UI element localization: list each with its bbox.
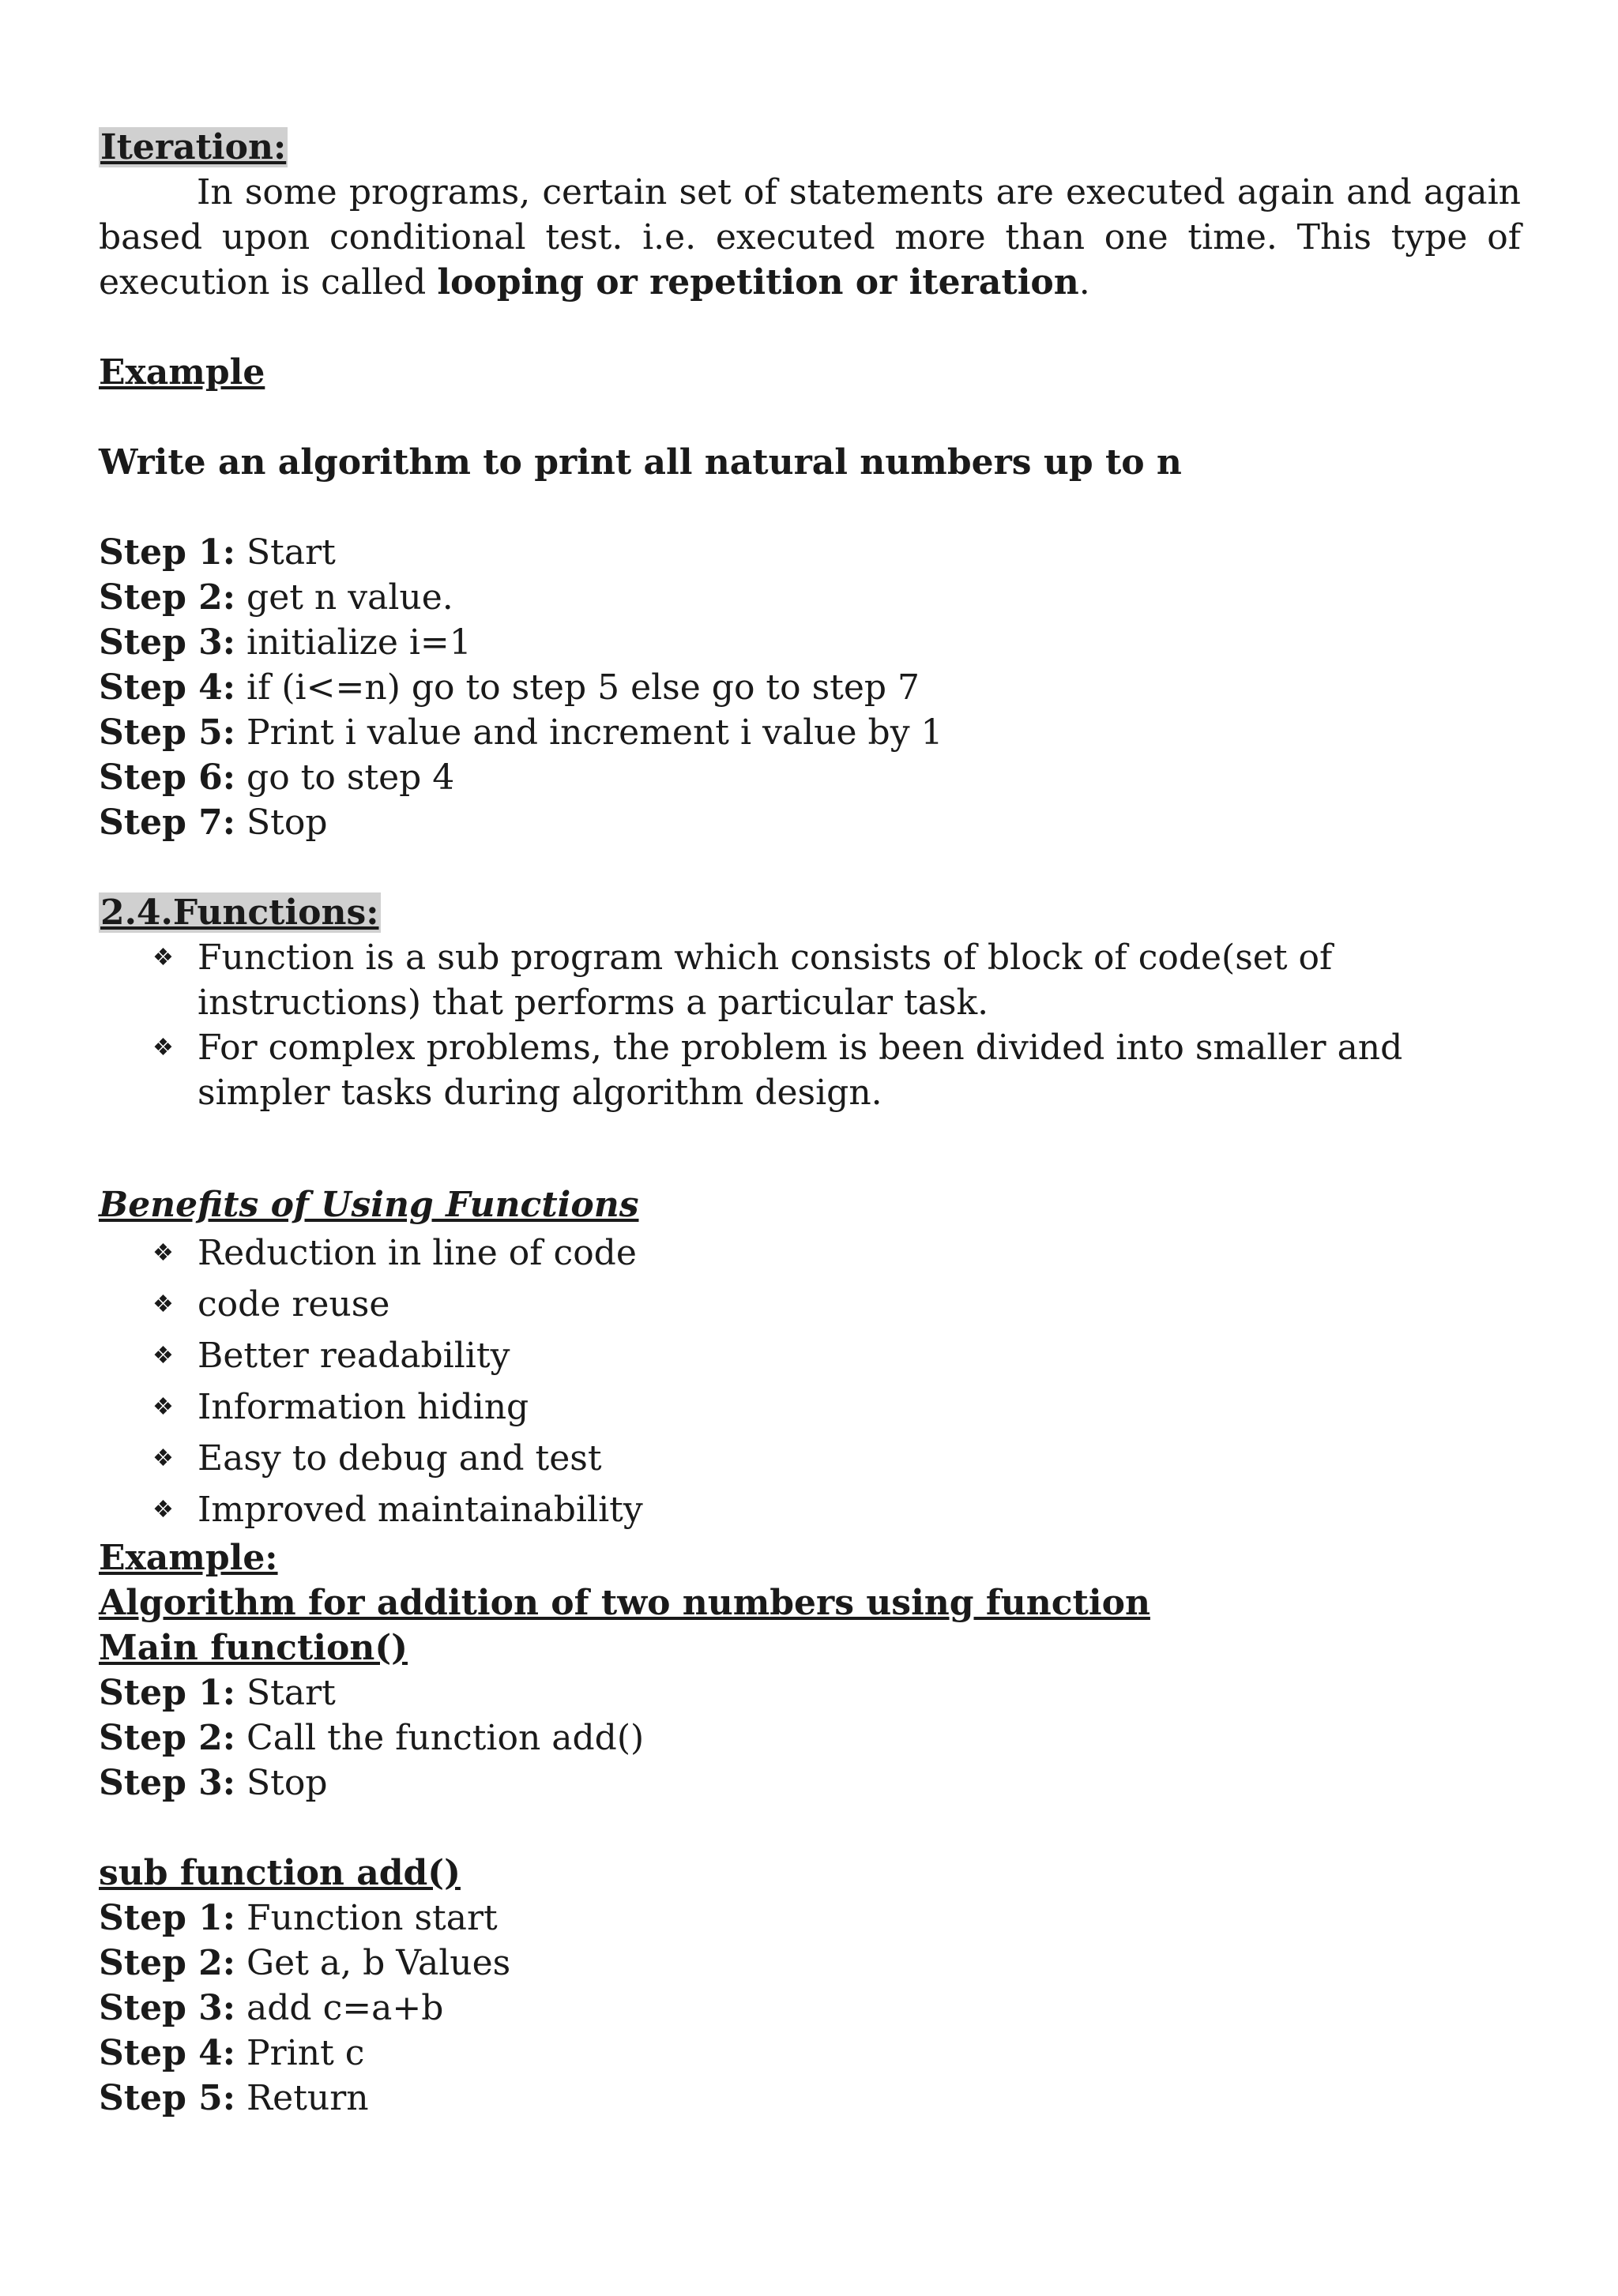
bullet-text: Easy to debug and test	[198, 1438, 602, 1479]
step-line	[99, 2031, 1521, 2076]
iteration-paragraph	[99, 170, 1521, 305]
bullet-text: code reuse	[198, 1284, 390, 1325]
iteration-heading: Iteration:	[100, 127, 287, 167]
example2-heading-line	[99, 1535, 1521, 1580]
main-function-heading: Main function()	[99, 1628, 408, 1668]
step-line	[99, 575, 1521, 620]
diamond-bullet-icon: ❖	[152, 1496, 174, 1524]
benefits-heading: Benefits of Using Functions	[99, 1185, 639, 1225]
sub-function-steps	[99, 1896, 1521, 2121]
step-line	[99, 2076, 1521, 2121]
step-text: Return	[235, 2078, 369, 2118]
iteration-paragraph-bold: looping or repetition or iteration	[437, 262, 1079, 303]
step-text: Call the function add()	[235, 1718, 645, 1758]
diamond-bullet-icon: ❖	[152, 1393, 174, 1421]
list-item	[99, 1381, 1521, 1433]
step-line	[99, 1941, 1521, 1986]
step-text: Start	[235, 532, 336, 573]
list-item	[99, 1279, 1521, 1330]
example2-heading: Example:	[99, 1538, 278, 1578]
step-label: Step 4:	[99, 667, 236, 708]
step-line	[99, 1670, 1521, 1715]
benefits-bullet-list	[99, 1227, 1521, 1535]
iteration-paragraph-end: .	[1078, 262, 1090, 303]
functions-heading-line	[99, 890, 1521, 935]
step-text: if (i<=n) go to step 5 else go to step 7	[235, 667, 920, 708]
bullet-text: Improved maintainability	[198, 1490, 643, 1530]
main-function-steps	[99, 1670, 1521, 1806]
step-label: Step 4:	[99, 2033, 236, 2073]
diamond-bullet-icon: ❖	[152, 944, 174, 971]
step-line	[99, 665, 1521, 710]
example2-title: Algorithm for addition of two numbers using function	[99, 1583, 1150, 1623]
step-label: Step 5:	[99, 712, 236, 753]
step-label: Step 2:	[99, 577, 236, 618]
step-line	[99, 1896, 1521, 1941]
functions-bullet-list	[99, 935, 1521, 1115]
iteration-heading-line	[99, 125, 1521, 170]
step-label: Step 2:	[99, 1943, 236, 1983]
bullet-text: Information hiding	[198, 1387, 529, 1427]
list-item	[99, 935, 1521, 1025]
list-item	[99, 1227, 1521, 1279]
step-label: Step 5:	[99, 2078, 236, 2118]
bullet-text: Function is a sub program which consists of block of code(set of instructions) that performs a particular task.	[198, 938, 1333, 1023]
step-line	[99, 1715, 1521, 1761]
step-line	[99, 800, 1521, 845]
diamond-bullet-icon: ❖	[152, 1239, 174, 1267]
step-text: go to step 4	[235, 757, 455, 798]
step-text: Stop	[235, 1763, 328, 1803]
sub-function-heading: sub function add()	[99, 1853, 461, 1893]
example2-title-line	[99, 1580, 1521, 1625]
list-item	[99, 1484, 1521, 1535]
list-item	[99, 1433, 1521, 1484]
step-text: Get a, b Values	[235, 1943, 511, 1983]
step-line	[99, 1761, 1521, 1806]
step-line	[99, 530, 1521, 575]
step-text: Start	[235, 1673, 336, 1713]
step-line	[99, 755, 1521, 800]
step-text: add c=a+b	[235, 1988, 444, 2028]
diamond-bullet-icon: ❖	[152, 1445, 174, 1472]
step-text: Stop	[235, 802, 328, 843]
step-label: Step 3:	[99, 1988, 236, 2028]
step-text: Function start	[235, 1898, 498, 1938]
main-function-heading-line	[99, 1625, 1521, 1670]
bullet-text: Reduction in line of code	[198, 1233, 637, 1273]
document-page	[99, 125, 1521, 2121]
step-line	[99, 710, 1521, 755]
iteration-paragraph-text: In some programs, certain set of statements are executed again and again based upon conditional test. i.e. executed more than one time. This type of execution is called	[99, 172, 1521, 303]
step-line	[99, 1986, 1521, 2031]
step-label: Step 2:	[99, 1718, 236, 1758]
step-text: Print i value and increment i value by 1	[235, 712, 943, 753]
step-line	[99, 620, 1521, 665]
step-label: Step 7:	[99, 802, 236, 843]
example1-heading-line	[99, 350, 1521, 395]
step-label: Step 1:	[99, 532, 236, 573]
step-label: Step 1:	[99, 1673, 236, 1713]
example1-steps	[99, 530, 1521, 845]
step-label: Step 1:	[99, 1898, 236, 1938]
sub-function-heading-line	[99, 1851, 1521, 1896]
step-text: Print c	[235, 2033, 365, 2073]
benefits-heading-line	[99, 1182, 1521, 1227]
step-label: Step 3:	[99, 622, 236, 663]
bullet-text: For complex problems, the problem is been divided into smaller and simpler tasks during algorithm design.	[198, 1028, 1403, 1113]
diamond-bullet-icon: ❖	[152, 1342, 174, 1370]
diamond-bullet-icon: ❖	[152, 1291, 174, 1318]
list-item	[99, 1025, 1521, 1115]
example1-question: Write an algorithm to print all natural numbers up to n	[99, 442, 1182, 483]
functions-heading: 2.4.Functions:	[100, 892, 379, 933]
step-label: Step 3:	[99, 1763, 236, 1803]
step-text: get n value.	[235, 577, 453, 618]
bullet-text: Better readability	[198, 1336, 510, 1376]
list-item	[99, 1330, 1521, 1381]
step-label: Step 6:	[99, 757, 236, 798]
example1-heading: Example	[99, 352, 265, 393]
step-text: initialize i=1	[235, 622, 472, 663]
diamond-bullet-icon: ❖	[152, 1034, 174, 1062]
